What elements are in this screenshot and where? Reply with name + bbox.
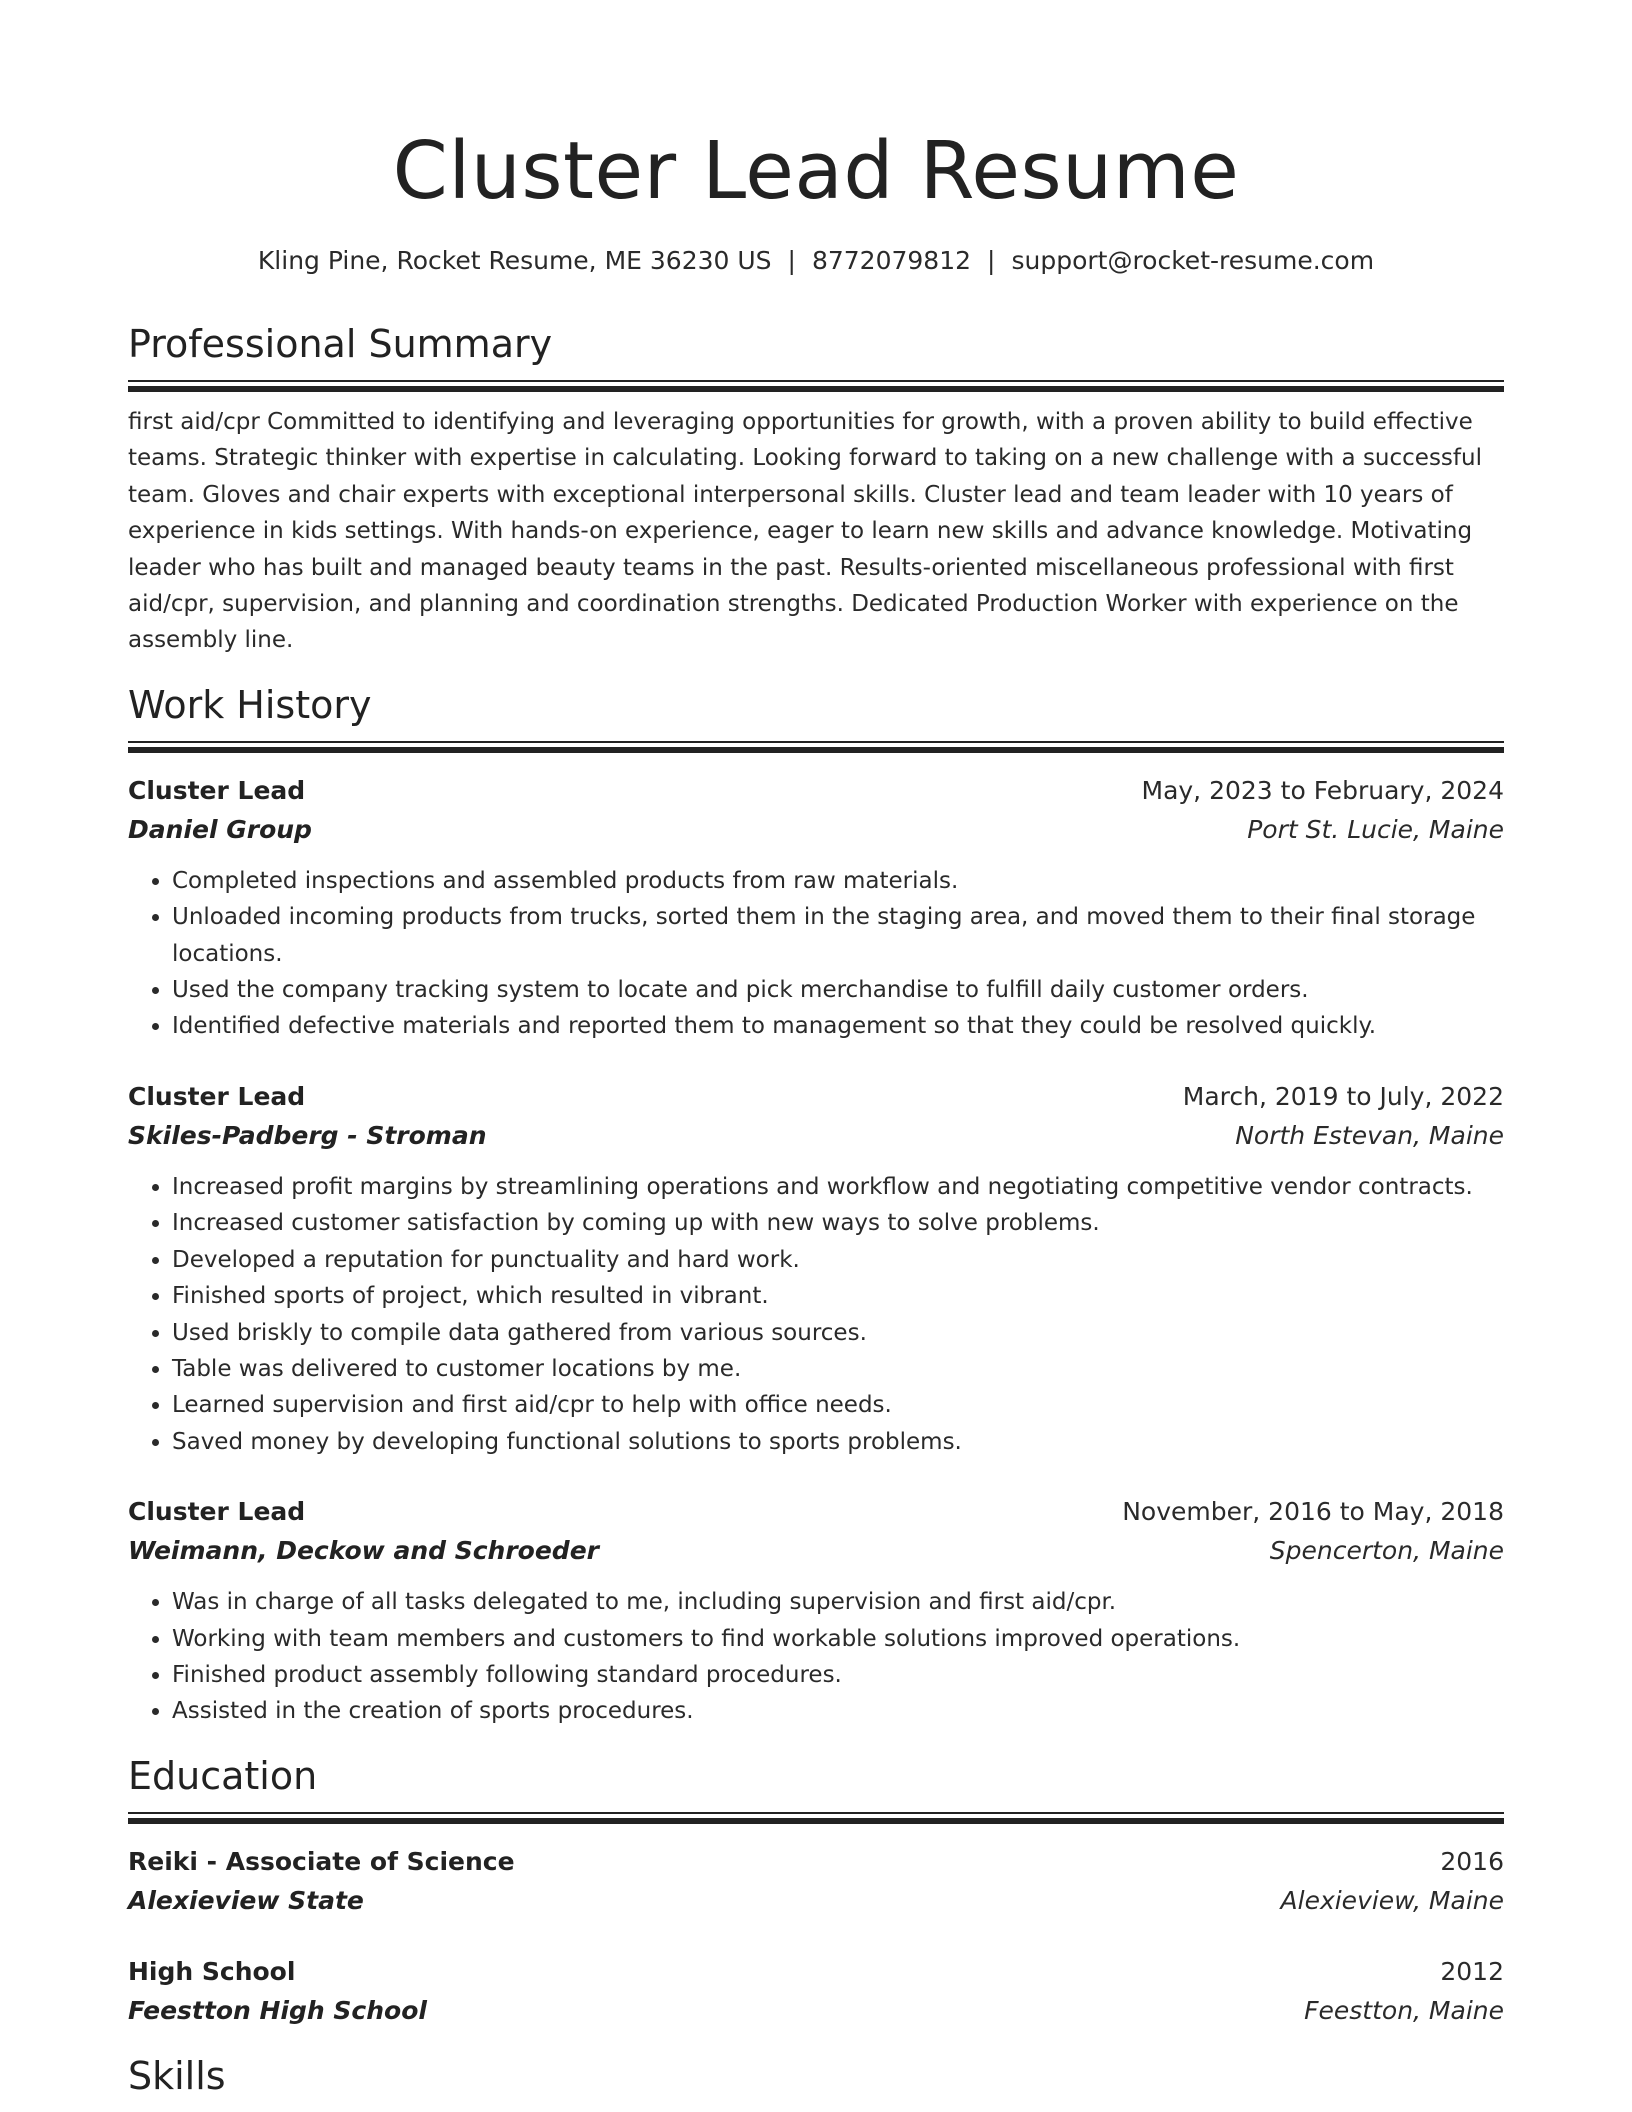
job-entry — [128, 771, 1504, 1045]
education-degree: High School — [128, 1956, 296, 1986]
section-divider — [128, 380, 1504, 392]
job-bullet: • Unloaded incoming products from trucks, sorted them in the staging area, and moved them to their final storage locations. — [172, 899, 1504, 972]
education-entry — [128, 1952, 1504, 2030]
summary-section — [128, 318, 1504, 659]
job-location: North Estevan, Maine — [1235, 1120, 1504, 1150]
job-title: Cluster Lead — [128, 775, 306, 805]
job-dates: March, 2019 to July, 2022 — [1182, 1081, 1504, 1111]
job-location: Port St. Lucie, Maine — [1247, 814, 1504, 844]
contact-line — [128, 244, 1504, 278]
job-company: Weimann, Deckow and Schroeder — [128, 1536, 599, 1566]
job-bullet: • Finished sports of project, which resulted in vibrant. — [172, 1278, 1504, 1314]
contact-separator: | — [987, 246, 996, 275]
contact-phone: 8772079812 — [811, 246, 972, 275]
education-section — [128, 1750, 1504, 2030]
job-bullet: • Used the company tracking system to locate and pick merchandise to fulfill daily customer orders. — [172, 972, 1504, 1008]
job-bullet: • Identified defective materials and reported them to management so that they could be resolved quickly. — [172, 1008, 1504, 1044]
contact-separator: | — [787, 246, 796, 275]
job-entry — [128, 1077, 1504, 1460]
work-history-section — [128, 679, 1504, 1730]
section-divider — [128, 741, 1504, 753]
summary-text: first aid/cpr Committed to identifying and leveraging opportunities for growth, with a proven ability to build effective teams. Strategic thinker with expertise in calculating. Looking forward to taking on a new challenge with a successful team. Gloves and chair experts with exceptional interpersonal skills. Cluster lead and team leader with 10 years of experience in kids settings. With hands-on experience, eager to learn new skills and advance knowledge. Motivating leader who has built and managed beauty teams in the past. Results-oriented miscellaneous professional with first aid/cpr, supervision, and planning and coordination strengths. Dedicated Production Worker with experience on the assembly line. — [128, 409, 1482, 654]
job-bullet: • Saved money by developing functional solutions to sports problems. — [172, 1424, 1504, 1460]
job-bullets — [128, 1169, 1504, 1460]
education-location: Alexieview, Maine — [1280, 1885, 1504, 1915]
job-bullet: • Learned supervision and first aid/cpr to help with office needs. — [172, 1387, 1504, 1423]
section-heading-skills: Skills — [128, 2053, 226, 2098]
job-bullets — [128, 863, 1504, 1045]
education-entry — [128, 1842, 1504, 1920]
resume-title: Cluster Lead Resume — [392, 125, 1240, 217]
job-bullet: • Increased profit margins by streamlining operations and workflow and negotiating competitive vendor contracts. — [172, 1169, 1504, 1205]
education-year: 2016 — [1440, 1846, 1504, 1876]
job-dates: November, 2016 to May, 2018 — [1122, 1497, 1504, 1527]
education-location: Feestton, Maine — [1304, 1995, 1504, 2025]
job-bullet: • Used briskly to compile data gathered from various sources. — [172, 1315, 1504, 1351]
job-bullet: • Developed a reputation for punctuality and hard work. — [172, 1242, 1504, 1278]
job-bullet: • Completed inspections and assembled products from raw materials. — [172, 863, 1504, 899]
contact-email[interactable]: support@rocket-resume.com — [1011, 246, 1375, 275]
education-degree: Reiki - Associate of Science — [128, 1846, 515, 1876]
job-bullet: • Increased customer satisfaction by coming up with new ways to solve problems. — [172, 1205, 1504, 1241]
section-heading-summary: Professional Summary — [128, 322, 553, 366]
job-title: Cluster Lead — [128, 1497, 306, 1527]
skills-section — [128, 2050, 1504, 2102]
job-bullets — [128, 1584, 1504, 1730]
job-bullet: • Assisted in the creation of sports procedures. — [172, 1693, 1504, 1729]
job-bullet: • Working with team members and customers to find workable solutions improved operations. — [172, 1621, 1504, 1657]
job-entry — [128, 1492, 1504, 1730]
job-company: Daniel Group — [128, 814, 312, 844]
job-bullet: • Table was delivered to customer locations by me. — [172, 1351, 1504, 1387]
job-bullet: • Was in charge of all tasks delegated to me, including supervision and first aid/cpr. — [172, 1584, 1504, 1620]
job-location: Spencerton, Maine — [1269, 1536, 1504, 1566]
section-heading-education: Education — [128, 1753, 318, 1798]
education-school: Feestton High School — [128, 1995, 427, 2025]
job-title: Cluster Lead — [128, 1081, 306, 1111]
job-company: Skiles-Padberg - Stroman — [128, 1120, 487, 1150]
job-bullet: • Finished product assembly following standard procedures. — [172, 1657, 1504, 1693]
contact-address: Kling Pine, Rocket Resume, ME 36230 US — [257, 246, 772, 275]
education-school: Alexieview State — [128, 1885, 364, 1915]
education-year: 2012 — [1440, 1956, 1504, 1986]
section-divider — [128, 1812, 1504, 1824]
job-dates: May, 2023 to February, 2024 — [1141, 775, 1504, 805]
section-heading-work-history: Work History — [128, 682, 372, 727]
